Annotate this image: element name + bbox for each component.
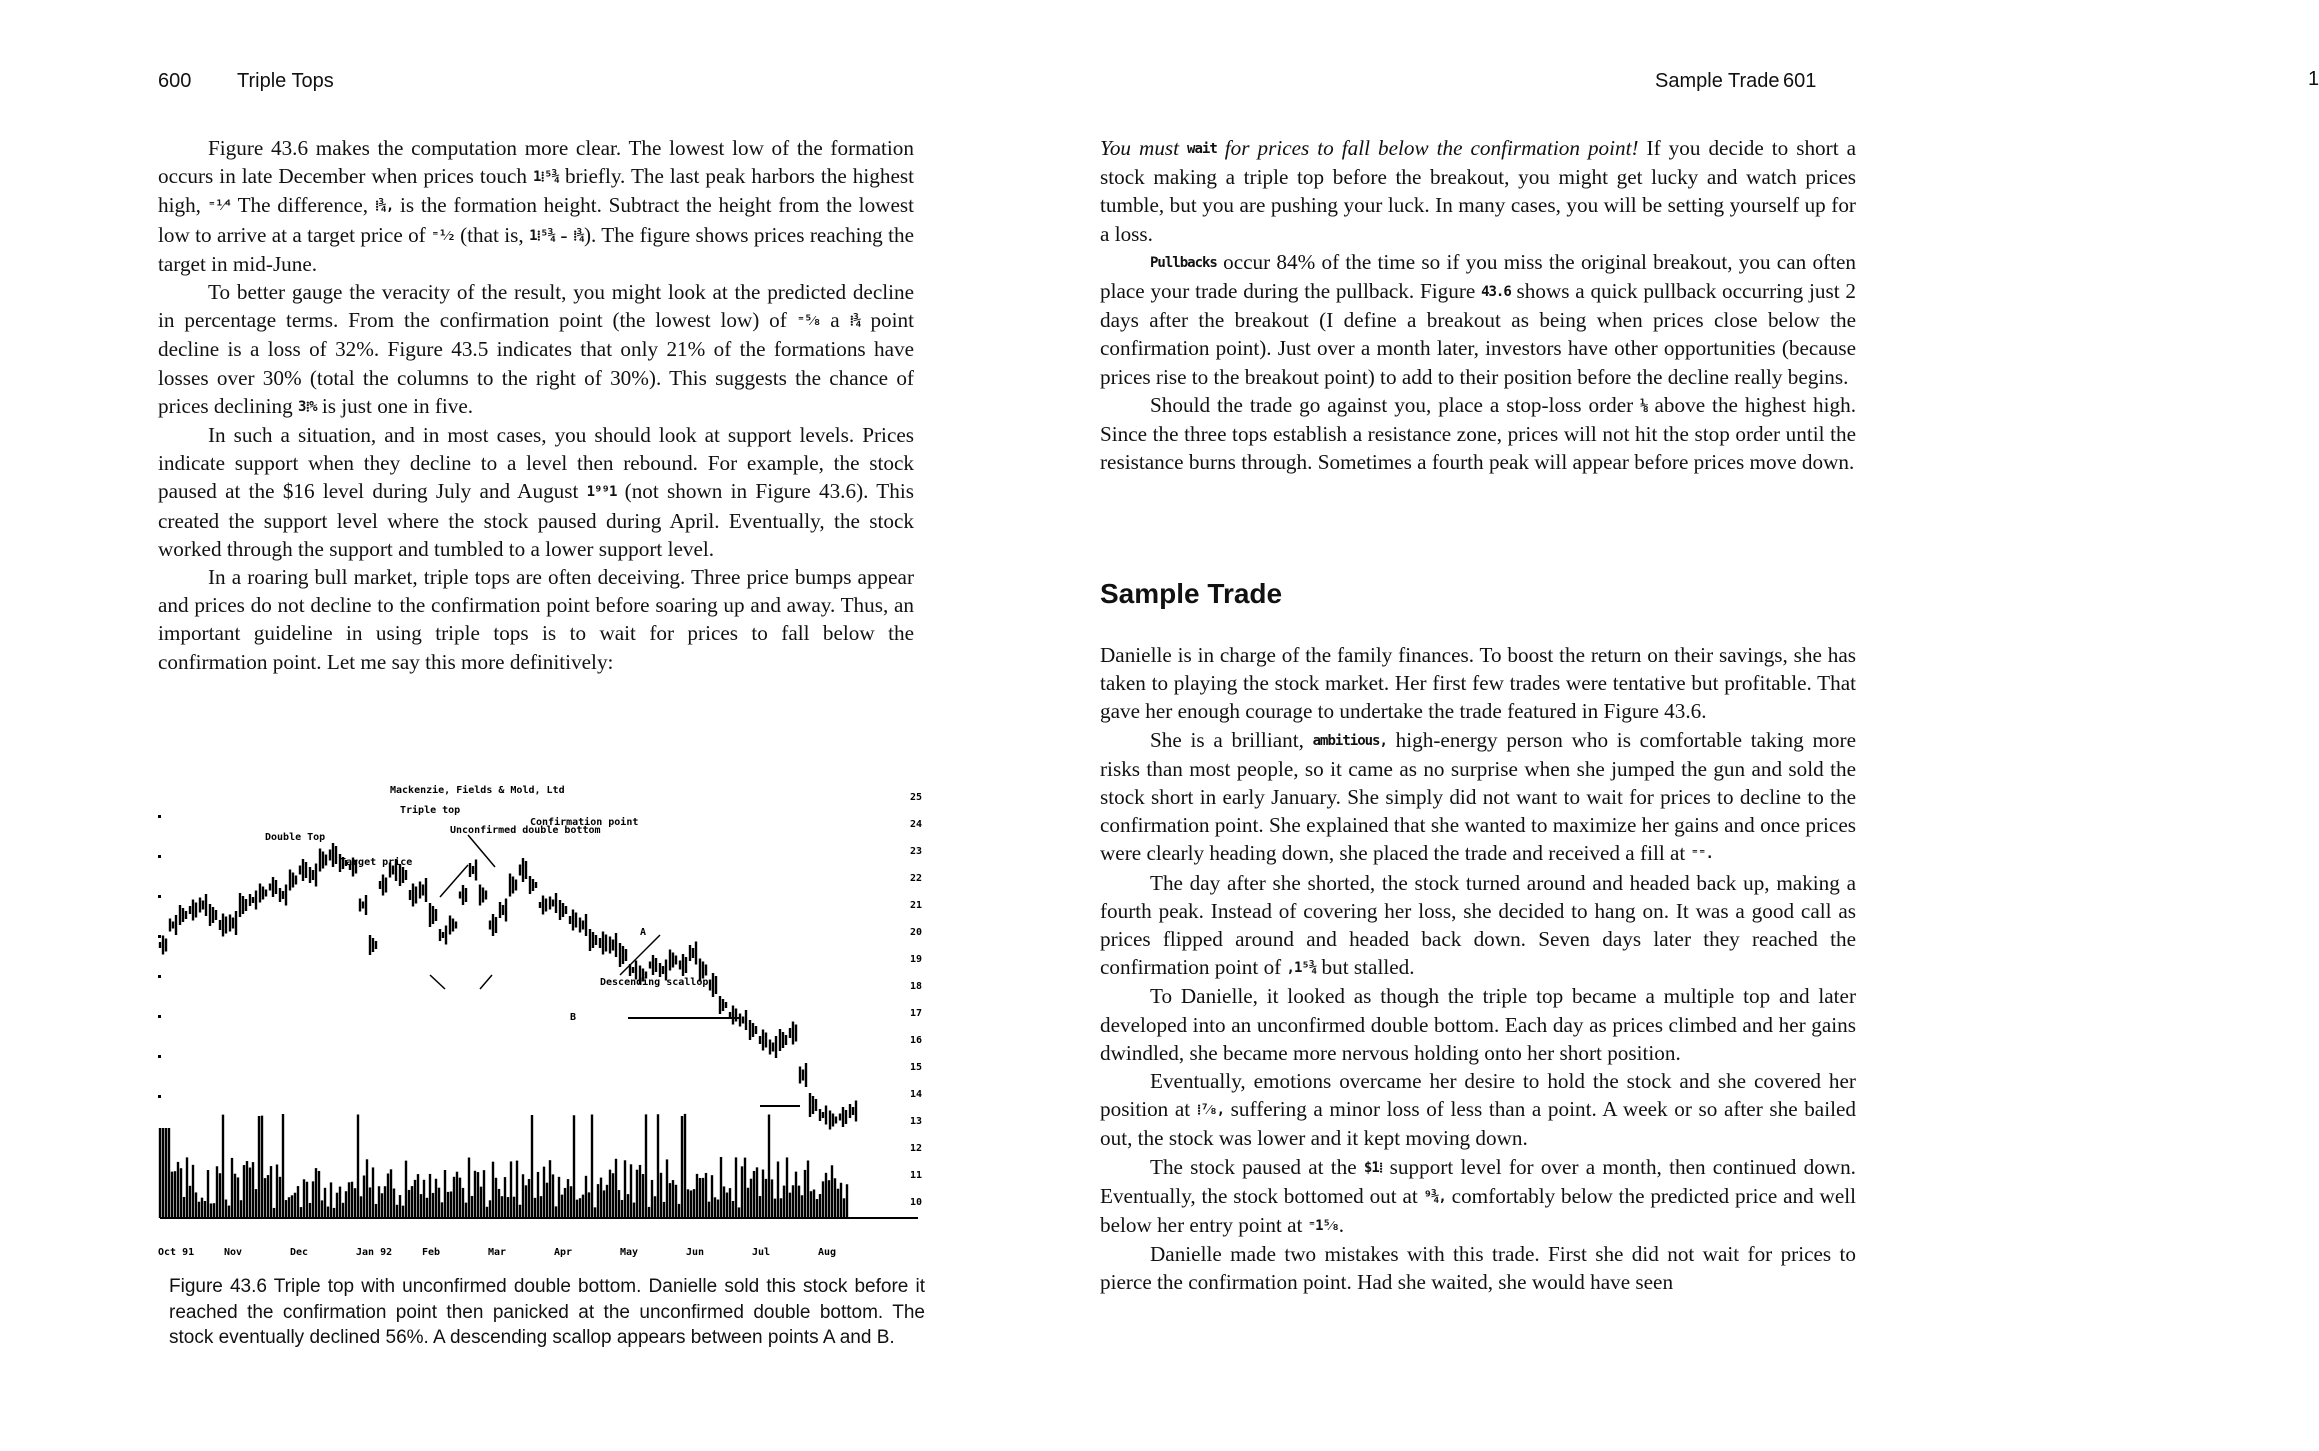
text-run: (that is, [454,222,530,247]
left-axis-tick [158,1095,161,1098]
x-axis-label: Nov [224,1247,243,1258]
text-run: shows a quick pullback occurring just 2 days after the breakout (I define a breakout as being when prices close below the confirmation point). Just over a month later, investors have other opportunities (because prices rise to the breakout point) to add to their position before the decline really begins. [1100,279,1856,389]
garbled-glyph: 1⁞⁵¾ [529,227,556,244]
right-body-text-top [1100,134,1856,476]
garbled-glyph: 1⁹⁹1 [586,484,617,501]
right-axis-tick: 21 [910,900,923,911]
chart-annotations [265,784,708,1023]
text-run: Should the trade go against you, place a stop-loss order [1150,392,1641,417]
chart-annotation: Target price [340,857,413,868]
garbled-glyph: ⁞⁷⁄₈, [1196,1102,1225,1119]
text-run: but stalled. [1316,955,1415,980]
left-axis-tick [158,895,161,898]
text-run: Eventually, emotions overcame her desire to hold the stock and she covered her position at [1100,1069,1856,1122]
paragraph [1100,391,1856,477]
paragraph [1100,982,1856,1067]
paragraph [158,134,914,278]
right-page-number: 601 [1783,70,1817,92]
left-running-head: Triple Tops [237,70,334,92]
left-axis-tick [158,815,161,818]
right-axis-ticks [910,792,922,1208]
left-axis-tick [158,855,161,858]
text-run: comfortably below the predicted price and well below her entry point at [1100,1183,1856,1238]
text-run: In such a situation, and in most cases, you should look at support levels. Prices indicate support when they decline to a level then rebound. For example, the stock paused at the $16 level during July and August [158,423,914,504]
right-axis-tick: 18 [910,981,923,992]
left-body-text [158,134,914,676]
paragraph [1100,1067,1856,1153]
left-page [0,0,1024,1451]
volume-bars [160,1114,847,1218]
text-run: above the highest high. Since the three tops establish a resistance zone, prices will not hit the stop order until the resistance burns through. Sometimes a fourth peak will appear before prices move down. [1100,392,1856,475]
x-axis-label: Jan 92 [356,1247,393,1258]
chart-title: Mackenzie, Fields & Mold, Ltd [390,785,565,796]
garbled-glyph: ⁞¾, [374,198,394,215]
right-axis-tick: 14 [910,1089,923,1100]
stock-chart [150,775,940,1265]
garbled-glyph: ,1⁵¾ [1286,960,1317,977]
x-axis-label: Dec [290,1247,309,1258]
chart-annotation: Double Top [265,832,326,843]
right-axis-tick: 23 [910,846,923,857]
right-axis-tick: 11 [910,1170,923,1181]
garbled-glyph: 43.6 [1481,284,1511,301]
garbled-glyph: ⁼1⁵⁄₈ [1307,1218,1339,1235]
right-running-head: Sample Trade [1655,70,1780,92]
garbled-glyph: 3⁞% [298,398,317,415]
text-run: In a roaring bull market, triple tops are often deceiving. Three price bumps appear and prices do not decline to the confirmation point before soaring up and away. Thus, an important guideline in using triple tops is to wait for prices to fall below the confirmation point. Let me say this more definitively: [158,565,914,674]
text-run: support level for over a month, then continued down. Eventually, the stock bottomed out at [1100,1154,1856,1208]
x-axis-label: Apr [554,1247,573,1258]
garbled-glyph: ⁹¾, [1423,1188,1446,1205]
paragraph [158,278,914,421]
text-run: high-energy person who is comfortable taking more risks than most people, so it came as no surprise when she jumped the gun and sold the stock short in early January. She simply did not want to wait for prices to decline to the confirmation point. She explained that she wanted to maximize her gains and once prices were clearly heading down, she placed the trade and received a fill at [1100,727,1856,866]
text-run: Danielle made two mistakes with this trade. First she did not wait for prices to pierce the confirmation point. Had she waited, she would have seen [1100,1242,1856,1295]
right-body-text-bottom [1100,641,1856,1297]
x-axis-label: Oct 91 [158,1247,195,1258]
right-axis-tick: 15 [910,1062,923,1073]
paragraph [158,563,914,676]
x-axis-labels [158,1247,836,1258]
x-axis-label: Mar [488,1247,507,1258]
garbled-glyph: ⁼¹⁄₂ [431,227,455,244]
right-page [1024,0,2319,1451]
text-run: a [820,308,850,333]
x-axis-label: May [620,1247,639,1258]
text-run: briefly. The last peak harbors the highest high, [158,164,914,218]
right-axis-tick: 22 [910,873,923,884]
annotation-line [468,835,495,867]
chart-annotation: Confirmation point [530,817,639,828]
x-axis-label: Aug [818,1247,837,1258]
price-bars [160,843,856,1130]
section-heading: Sample Trade [1100,578,1283,609]
chart-annotation: B [570,1012,577,1023]
text-run: is the formation height. Subtract the height from the lowest low to arrive at a target price of [158,193,914,247]
left-axis-tick [158,1055,161,1058]
text-run: Danielle is in charge of the family finances. To boost the return on their savings, she has taken to playing the stock market. Her first few trades were tentative but profitable. That gave her enough courage to undertake the trade featured in Figure 43.6. [1100,643,1856,724]
text-run: The stock paused at the [1150,1154,1364,1179]
right-axis-tick: 24 [910,819,923,830]
text-run: If you decide to short a stock making a triple top before the breakout, you might get lucky and watch prices tumble, but you are pushing your luck. In many cases, you will be setting yourself up for a loss. [1100,136,1856,246]
right-axis-tick: 10 [910,1197,923,1208]
chart-annotation: Triple top [400,805,461,816]
chart-annotation: A [640,927,647,938]
garbled-glyph: ⁼⁵⁄₈ [796,313,821,330]
text-run: is just one in five. [316,393,474,418]
x-axis-label: Jul [752,1247,771,1258]
garbled-glyph: ⅛ [1640,397,1648,414]
text-run: The difference, [231,193,375,218]
right-axis-tick: 12 [910,1143,923,1154]
garbled-glyph: ambitious, [1312,732,1387,749]
figure-caption: Figure 43.6 Triple top with unconfirmed double bottom. Danielle sold this stock before it reached the confirmation point then panicked at the unconfirmed double bottom. The stock eventually declined 56%. A descending scallop appears between points A and B. [169,1276,925,1349]
stock-chart-figure [150,775,940,1265]
left-page-number: 600 [158,70,192,92]
left-axis-tick [158,975,161,978]
paragraph [158,421,914,563]
garbled-glyph: ⁞¾ [849,313,861,330]
garbled-glyph: $1⁞ [1363,1159,1383,1176]
text-run: . [1338,1213,1345,1238]
paragraph [1100,134,1856,248]
left-axis-ticks [158,815,161,1098]
right-axis-tick: 17 [910,1008,923,1019]
italic-run: for prices to fall below the confirmation point! [1216,136,1639,160]
right-axis-tick: 20 [910,927,923,938]
left-axis-tick [158,935,161,938]
text-run: ). The figure shows prices reaching the target in mid-June. [158,222,915,276]
text-run: To Danielle, it looked as though the triple top became a multiple top and later developed into an unconfirmed double bottom. Each day as prices climbed and her gains dwindled, she became more nervous holding onto her short position. [1100,984,1856,1065]
right-axis-tick: 19 [910,954,923,965]
chart-annotation: Unconfirmed double bottom [450,825,601,836]
paragraph [1100,248,1856,391]
text-run: (not shown in Figure 43.6). This created the support level where the stock paused during April. Eventually, the stock worked through the support and tumbled to a lower support level. [158,479,914,561]
text-run: To better gauge the veracity of the result, you might look at the predicted decline in percentage terms. From the confirmation point (the lowest low) of [158,280,914,333]
paragraph [1100,869,1856,983]
text-run: She is a brilliant, [1150,727,1313,752]
paragraph [1100,1240,1856,1296]
garbled-glyph: Pullbacks [1150,254,1217,271]
chart-annotation: Descending scallop [600,977,709,988]
paragraph [1100,641,1856,726]
right-axis-tick: 16 [910,1035,923,1046]
garbled-glyph: ⁼¹⁄⁴ [207,198,232,215]
left-axis-tick [158,1015,161,1018]
text-run: suffering a minor loss of less than a point. A week or so after she bailed out, the stock was lower and it kept moving down. [1100,1097,1856,1151]
text-run: Figure 43.6 makes the computation more clear. The lowest low of the formation occurs in late December when prices touch [158,136,914,189]
text-run: point decline is a loss of 32%. Figure 43.5 indicates that only 21% of the formations have losses over 30% (total the columns to the right of 30%). This suggests the chance of prices declining [158,308,915,418]
paragraph [1100,1153,1856,1241]
right-axis-tick: 25 [910,792,923,803]
right-axis-tick: 13 [910,1116,923,1127]
garbled-glyph: ⁞¾ [572,227,584,244]
garbled-glyph: 1⁞⁵¾ [533,169,559,186]
garbled-glyph: wait [1187,141,1217,157]
text-run: - [555,222,573,247]
x-axis-label: Feb [422,1247,441,1258]
annotation-line [480,975,492,989]
italic-run: You must [1100,136,1188,160]
annotation-line [430,975,445,989]
garbled-glyph: ⁼⁼. [1690,846,1713,863]
paragraph [1100,726,1856,869]
margin-mark: 1 [2308,68,2319,90]
text-run: The day after she shorted, the stock turned around and headed back up, making a fourth peak. Instead of covering her loss, she decided to hang on. It was a good call as prices flipped around and headed back down. Seven days later they reached the confirmation point of [1100,870,1856,980]
text-run: occur 84% of the time so if you miss the original breakout, you can often place your trade during the pullback. Figure [1100,249,1856,304]
x-axis-label: Jun [686,1247,705,1258]
